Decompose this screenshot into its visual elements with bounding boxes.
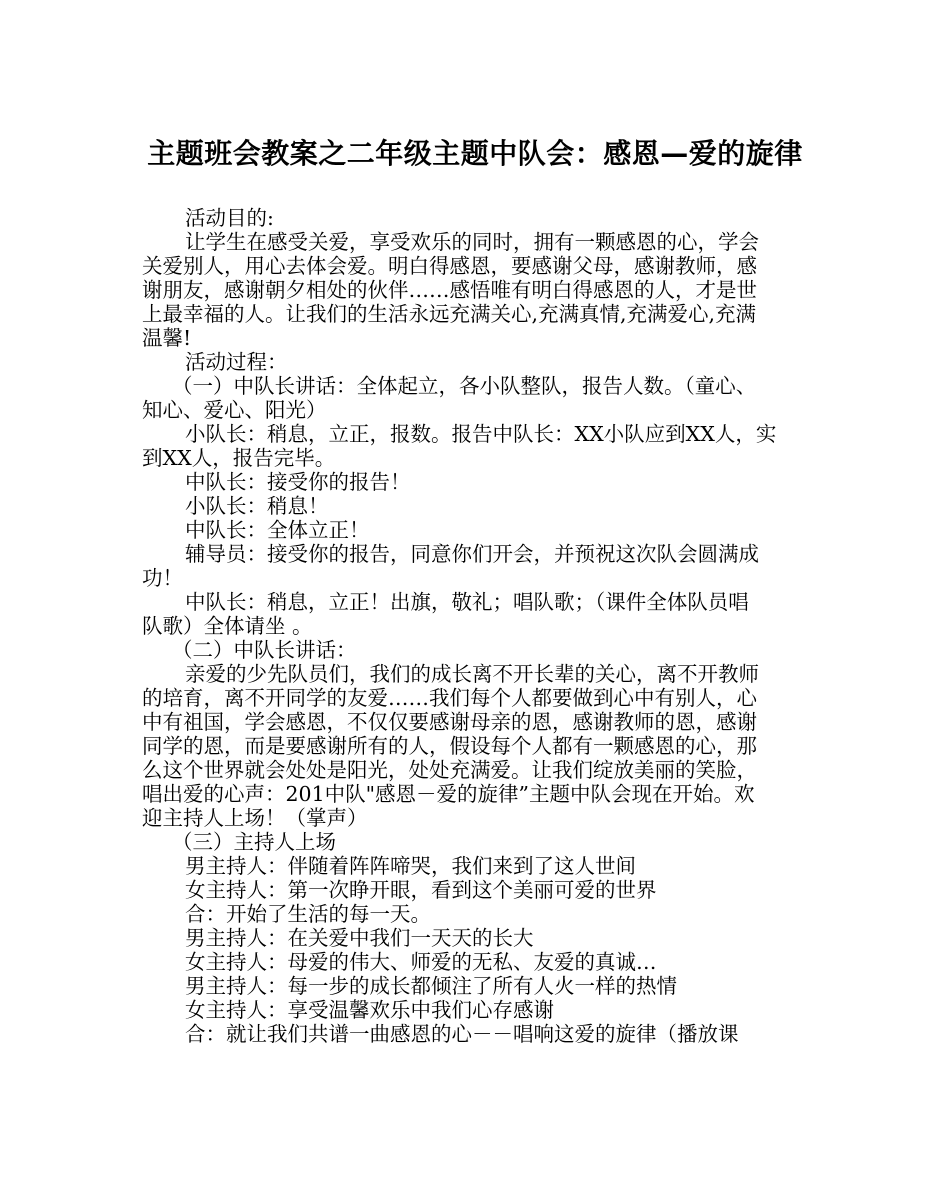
text-line: 男主持人：伴随着阵阵啼哭，我们来到了这人世间: [185, 854, 636, 878]
text-line: 小队长：稍息！: [185, 494, 329, 518]
text-line: 活动过程：: [185, 350, 288, 374]
text-line: （一）中队长讲话：全体起立，各小队整队，报告人数。（童心、: [172, 374, 757, 398]
text-line: 功！: [142, 566, 183, 590]
text-line: 男主持人：在关爱中我们一天天的长大: [185, 926, 534, 950]
text-line: 知心、爱心、阳光）: [142, 398, 327, 422]
text-line: 中队长：全体立正！: [185, 518, 370, 542]
text-line: 小队长：稍息，立正，报数。报告中队长：XX小队应到XX人，实: [185, 422, 777, 446]
text-line: 上最幸福的人。让我们的生活永远充满关心,充满真情,充满爱心,充满: [142, 302, 757, 326]
text-line: 合：开始了生活的每一天。: [185, 902, 431, 926]
text-line: 谢朋友，感谢朝夕相处的伙伴……感悟唯有明白得感恩的人，才是世: [142, 278, 757, 302]
text-line: 亲爱的少先队员们，我们的成长离不开长辈的关心，离不开教师: [185, 662, 759, 686]
text-line: 到XX人，报告完毕。: [142, 446, 336, 470]
text-line: 唱出爱的心声：201中队"感恩－爱的旋律”主题中队会现在开始。欢: [142, 782, 755, 806]
text-line: 同学的恩，而是要感谢所有的人，假设每个人都有一颗感恩的心，那: [142, 734, 757, 758]
document-title: 主题班会教案之二年级主题中队会：感恩—爱的旋律: [147, 137, 803, 170]
text-line: 女主持人：享受温馨欢乐中我们心存感谢: [185, 998, 554, 1022]
text-line: 中有祖国，学会感恩，不仅仅要感谢母亲的恩，感谢教师的恩，感谢: [142, 710, 757, 734]
text-line: 迎主持人上场！（掌声）: [142, 806, 368, 830]
text-line: 女主持人：第一次睁开眼，看到这个美丽可爱的世界: [185, 878, 657, 902]
text-line: 温馨!: [142, 326, 192, 350]
text-line: 队歌）全体请坐 。: [142, 614, 313, 638]
text-line: 么这个世界就会处处是阳光，处处充满爱。让我们绽放美丽的笑脸，: [142, 758, 757, 782]
text-line: 关爱别人，用心去体会爱。明白得感恩，要感谢父母，感谢教师，感: [142, 254, 757, 278]
text-line: 辅导员：接受你的报告，同意你们开会，并预祝这次队会圆满成: [185, 542, 759, 566]
text-line: 的培育，离不开同学的友爱……我们每个人都要做到心中有别人，心: [142, 686, 757, 710]
text-line: 合：就让我们共谱一曲感恩的心－－唱响这爱的旋律（播放课: [185, 1022, 739, 1046]
text-line: 男主持人：每一步的成长都倾注了所有人火一样的热情: [185, 974, 677, 998]
text-line: 活动目的:: [185, 206, 274, 230]
text-line: （二）中队长讲话：: [172, 638, 357, 662]
text-line: 让学生在感受关爱，享受欢乐的同时，拥有一颗感恩的心，学会: [185, 230, 759, 254]
text-line: （三）主持人上场: [172, 830, 336, 854]
text-line: 中队长：接受你的报告！: [185, 470, 411, 494]
text-line: 女主持人：母爱的伟大、师爱的无私、友爱的真诚…: [185, 950, 657, 974]
text-line: 中队长：稍息，立正！出旗，敬礼；唱队歌；（课件全体队员唱: [185, 590, 749, 614]
